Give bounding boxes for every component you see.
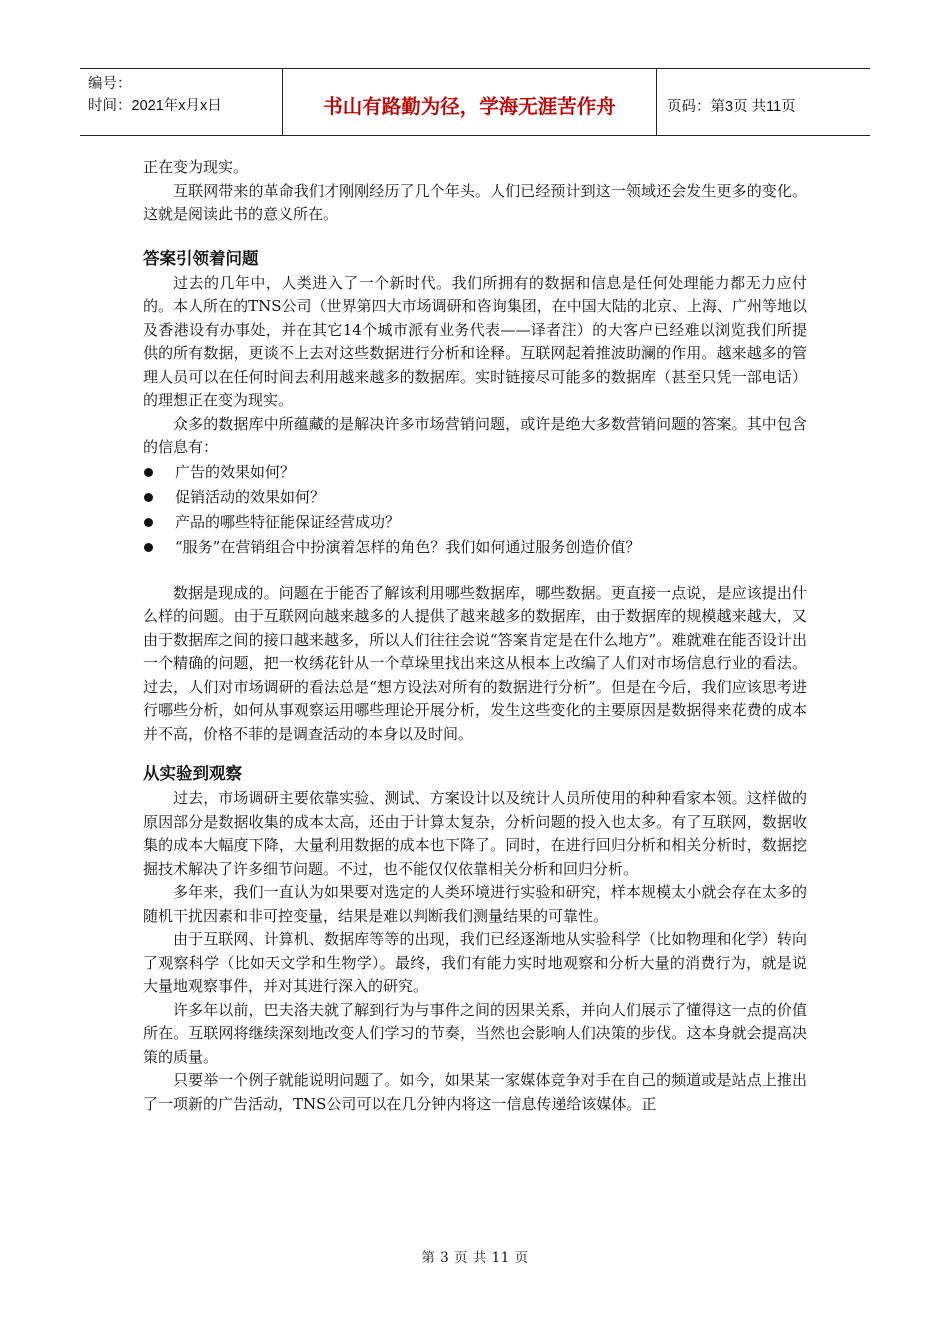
- section-heading: 答案引领着问题: [143, 248, 259, 268]
- paragraph: 互联网带来的革命我们才刚刚经历了几个年头。人们已经预计到这一领域还会发生更多的变化。这就是阅读此书的意义所在。: [143, 181, 807, 223]
- bullet-icon: [144, 543, 153, 552]
- section-heading: 从实验到观察: [143, 764, 242, 783]
- bullet-icon: [144, 518, 153, 527]
- paragraph: 多年来，我们一直认为如果要对选定的人类环境进行实验和研究，样本规模太小就会存在太多的随机干扰因素和非可控变量，结果是难以判断我们测量结果的可靠性。: [143, 883, 807, 925]
- paragraph: 许多年以前，巴夫洛夫就了解到行为与事件之间的因果关系，并向人们展示了懂得这一点的价值所在。互联网将继续深刻地改变人们学习的节奏，当然也会影响人们决策的步伐。这本身就会提高决策的质量。: [143, 1000, 807, 1066]
- list-item: 广告的效果如何？: [143, 460, 807, 485]
- paragraph: 只要举一个例子就能说明问题了。如今，如果某一家媒体竞争对手在自己的频道或是站点上推出了一项新的广告活动，TNS公司可以在几分钟内将这一信息传递给该媒体。正: [143, 1071, 807, 1113]
- header-number: 编号：: [88, 76, 132, 92]
- paragraph: 众多的数据库中所蕴藏的是解决许多市场营销问题，或许是绝大多数营销问题的答案。其中包含的信息有：: [143, 414, 807, 456]
- bullet-icon: [144, 468, 153, 477]
- paragraph: 数据是现成的。问题在于能否了解该利用哪些数据库，哪些数据。更直接一点说，是应该提出什么样的问题。由于互联网向越来越多的人提供了越来越多的数据库，由于数据库的规模越来越大，又由于数据库之间的接口越来越多，所以人们往往会说“答案肯定是在什么地方”。难就难在能否设计出一个精确的问题，把一枚绣花针从一个草垛里找出来这从根本上改编了人们对市场信息行业的看法。过去，人们对市场调研的看法总是“想方设法对所有的数据进行分析”。但是在今后，我们应该思考进行哪些分析，如何从事观察运用哪些理论开展分析，发生这些变化的主要原因是数据得来花费的成本并不高，价格不菲的是调查活动的本身以及时间。: [143, 583, 807, 743]
- header-time: 时间：2021年x月x日: [88, 98, 222, 114]
- page-header: [80, 68, 870, 136]
- document-body: [143, 156, 807, 1116]
- header-meta: [80, 69, 282, 135]
- list-item: “服务”在营销组合中扮演着怎样的角色？我们如何通过服务创造价值？: [143, 535, 807, 560]
- bullet-list: [143, 460, 807, 560]
- paragraph: 过去的几年中，人类进入了一个新时代。我们所拥有的数据和信息是任何处理能力都无力应付的。本人所在的TNS公司（世界第四大市场调研和咨询集团，在中国大陆的北京、上海、广州等地以及香港设有办事处，并在其它14个城市派有业务代表——译者注）的大客户已经难以浏览我们所提供的所有数据，更谈不上去对这些数据进行分析和诠释。互联网起着推波助澜的作用。越来越多的管理人员可以在任何时间去利用越来越多的数据库。实时链接尽可能多的数据库（甚至只凭一部电话）的理想正在变为现实。: [143, 273, 807, 409]
- paragraph: 正在变为现实。: [143, 158, 249, 176]
- header-motto: 书山有路勤为径，学海无涯苦作舟: [282, 69, 657, 135]
- paragraph: 由于互联网、计算机、数据库等等的出现，我们已经逐渐地从实验科学（比如物理和化学）转向了观察科学（比如天文学和生物学）。最终，我们有能力实时地观察和分析大量的消费行为，就是说大量地观察事件，并对其进行深入的研究。: [143, 930, 807, 995]
- bullet-icon: [144, 493, 153, 502]
- paragraph: 过去，市场调研主要依靠实验、测试、方案设计以及统计人员所使用的种种看家本领。这样做的原因部分是数据收集的成本太高，还由于计算太复杂，分析问题的投入也太多。有了互联网，数据收集的成本大幅度下降，大量利用数据的成本也下降了。同时，在进行回归分析和相关分析时，数据挖掘技术解决了许多细节问题。不过，也不能仅仅依靠相关分析和回归分析。: [143, 789, 807, 878]
- list-item: 产品的哪些特征能保证经营成功？: [143, 510, 807, 535]
- list-item: 促销活动的效果如何？: [143, 485, 807, 510]
- page-footer: 第 3 页 共 11 页: [421, 1250, 529, 1266]
- header-page-number: 页码：第3页 共11页: [667, 98, 796, 115]
